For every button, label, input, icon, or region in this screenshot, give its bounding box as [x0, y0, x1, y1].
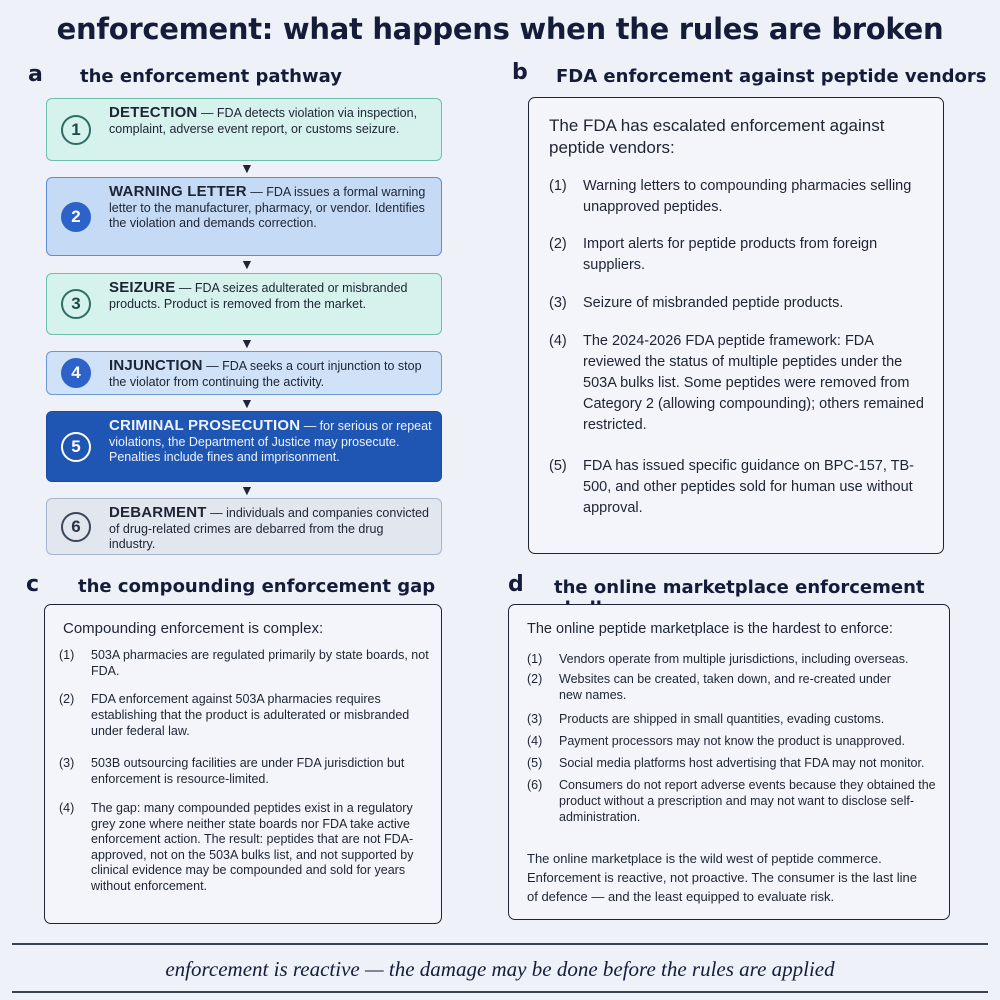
- panel-d-box: [508, 604, 950, 920]
- step-description: — FDA detects violation via inspection, complaint, adverse event report, or customs seizure.: [109, 106, 418, 136]
- pathway-step-criminal-prosecution: [46, 411, 442, 482]
- panel-a-letter: a: [28, 62, 43, 87]
- list-item: [527, 671, 937, 703]
- item-number: (3): [527, 712, 543, 726]
- step-description: — FDA seeks a court injunction to stop the violator from continuing the activity.: [109, 359, 422, 389]
- panel-b-letter: b: [512, 60, 528, 85]
- step-number-badge: 6: [61, 512, 91, 542]
- list-item: [549, 176, 929, 218]
- panel-b-heading: FDA enforcement against peptide vendors: [556, 66, 987, 87]
- step-name: INJUNCTION: [109, 357, 203, 374]
- footer-divider-top: [12, 943, 988, 945]
- down-arrow-icon: ▼: [240, 335, 254, 351]
- item-text: Websites can be created, taken down, and re-created under new names.: [559, 672, 891, 702]
- down-arrow-icon: ▼: [240, 482, 254, 498]
- item-number: (4): [527, 734, 543, 748]
- panel-c-box: [44, 604, 442, 924]
- step-number-badge: 1: [61, 115, 91, 145]
- item-text: FDA enforcement against 503A pharmacies requires establishing that the product is adulterated or misbranded under federal law.: [91, 692, 410, 738]
- step-number-badge: 2: [61, 202, 91, 232]
- panel-d-letter: d: [508, 572, 524, 597]
- down-arrow-icon: ▼: [240, 395, 254, 411]
- list-item: [59, 691, 429, 739]
- list-item: [549, 331, 929, 436]
- step-description: — individuals and companies convicted of drug-related crimes are debarred from the drug industry.: [109, 506, 429, 551]
- item-number: (1): [527, 652, 543, 666]
- item-number: (2): [549, 236, 567, 252]
- panel-c-intro: Compounding enforcement is complex:: [63, 620, 324, 637]
- step-description: — for serious or repeat violations, the Department of Justice may prosecute. Penalties include fines and imprisonment.: [109, 419, 432, 464]
- panel-d-heading: the online marketplace enforcement: [554, 577, 925, 598]
- panel-d-conclusion: The online marketplace is the wild west of peptide commerce. Enforcement is reactive, not proactive. The consumer is the last line of defence — and the least equipped to evaluate risk.: [527, 851, 917, 904]
- panel-b-box: [528, 97, 944, 554]
- item-text: The 2024-2026 FDA peptide framework: FDA reviewed the status of multiple peptides under the 503A bulks list. Some peptides were removed from Category 2 (allowing compounding); others remained restricted.: [583, 333, 924, 433]
- item-text: Warning letters to compounding pharmacies selling unapproved peptides.: [583, 178, 912, 215]
- step-name: WARNING LETTER: [109, 183, 247, 200]
- pathway-step-detection: [46, 98, 442, 161]
- pathway-step-debarment: [46, 498, 442, 555]
- item-text: Social media platforms host advertising that FDA may not monitor.: [559, 756, 925, 770]
- item-text: 503A pharmacies are regulated primarily by state boards, not FDA.: [91, 648, 429, 678]
- item-text: FDA has issued specific guidance on BPC-157, TB-500, and other peptides sold for human use without approval.: [583, 458, 914, 516]
- pathway-step-seizure: [46, 273, 442, 335]
- page-title: enforcement: what happens when the rules are broken: [56, 12, 944, 46]
- step-name: CRIMINAL PROSECUTION: [109, 417, 301, 434]
- list-item: [527, 777, 937, 825]
- item-text: Import alerts for peptide products from foreign suppliers.: [583, 236, 878, 273]
- step-description: — FDA issues a formal warning letter to the manufacturer, pharmacy, or vendor. Identifies the violation and demands correction.: [109, 185, 426, 230]
- list-item: [59, 755, 429, 787]
- item-text: Seizure of misbranded peptide products.: [583, 295, 844, 311]
- panel-a-heading: the enforcement pathway: [80, 66, 342, 87]
- list-item: [59, 801, 429, 895]
- step-number-badge: 5: [61, 432, 91, 462]
- list-item: [527, 733, 937, 749]
- list-item: [549, 293, 929, 314]
- list-item: [549, 456, 929, 519]
- item-text: 503B outsourcing facilities are under FDA jurisdiction but enforcement is resource-limited.: [91, 756, 405, 786]
- step-name: SEIZURE: [109, 279, 176, 296]
- item-number: (5): [549, 458, 567, 474]
- step-name: DETECTION: [109, 104, 198, 121]
- item-number: (2): [59, 692, 75, 706]
- pathway-step-injunction: [46, 351, 442, 395]
- list-item: [527, 651, 937, 667]
- list-item: [59, 647, 429, 679]
- down-arrow-icon: ▼: [240, 160, 254, 176]
- item-number: (6): [527, 778, 543, 792]
- panel-c-letter: c: [26, 572, 40, 597]
- item-number: (2): [527, 672, 543, 686]
- item-number: (4): [549, 333, 567, 349]
- step-number-badge: 4: [61, 358, 91, 388]
- item-text: Vendors operate from multiple jurisdictions, including overseas.: [559, 652, 909, 666]
- item-number: (5): [527, 756, 543, 770]
- item-number: (3): [59, 756, 75, 770]
- list-item: [527, 711, 937, 727]
- down-arrow-icon: ▼: [240, 256, 254, 272]
- panel-d-intro: The online peptide marketplace is the hardest to enforce:: [527, 621, 893, 637]
- item-text: Products are shipped in small quantities, evading customs.: [559, 712, 885, 726]
- item-text: The gap: many compounded peptides exist in a regulatory grey zone where neither state boards nor FDA take active enforcement action. The result: peptides that are not FDA-approved, not on the 503A bulks list, and not supported by clinical evidence may be compounded and sold for years without enforcement.: [91, 801, 414, 893]
- item-number: (1): [59, 648, 75, 662]
- step-number-badge: 3: [61, 289, 91, 319]
- list-item: [549, 234, 929, 276]
- item-text: Consumers do not report adverse events because they obtained the product without a prescription and may not want to disclose self-administration.: [559, 778, 936, 824]
- step-description: — FDA seizes adulterated or misbranded products. Product is removed from the market.: [109, 281, 408, 311]
- footer-divider-bottom: [12, 991, 988, 993]
- panel-c-heading: the compounding enforcement gap: [78, 576, 436, 597]
- item-number: (1): [549, 178, 567, 194]
- item-text: Payment processors may not know the product is unapproved.: [559, 734, 906, 748]
- list-item: [527, 755, 937, 771]
- item-number: (3): [549, 295, 567, 311]
- step-name: DEBARMENT: [109, 504, 207, 521]
- panel-b-intro: The FDA has escalated enforcement against peptide vendors:: [549, 116, 885, 157]
- item-number: (4): [59, 801, 75, 815]
- footer-caption: enforcement is reactive — the damage may be done before the rules are applied: [165, 957, 835, 981]
- pathway-step-warning-letter: [46, 177, 442, 256]
